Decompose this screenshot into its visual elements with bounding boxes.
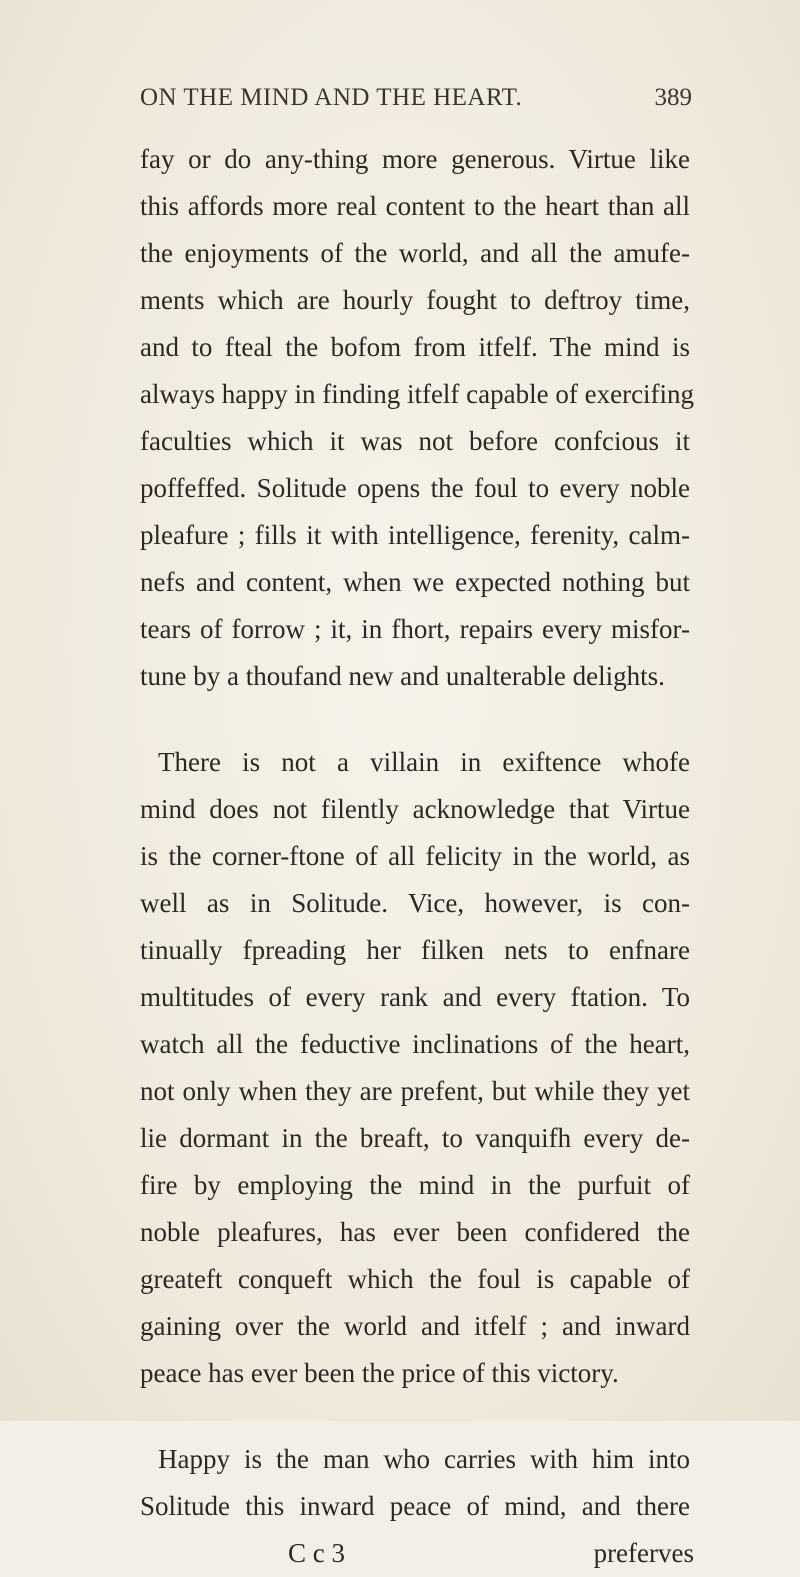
text-line: always happy in finding itfelf capable of exercifing	[140, 379, 695, 409]
text-line: is the corner-ftone of all felicity in the world, as	[140, 841, 690, 871]
text-line: watch all the feductive inclinations of the heart,	[140, 1029, 690, 1059]
catchword: preferves	[593, 1538, 694, 1568]
text-line: ments which are hourly fought to deftroy time,	[140, 285, 690, 315]
text-line: peace has ever been the price of this victory.	[140, 1358, 619, 1388]
text-line: this affords more real content to the heart than all	[140, 191, 690, 221]
paragraph-gap	[140, 700, 690, 739]
paragraph-2	[140, 739, 690, 1397]
paragraph-gap	[140, 1397, 690, 1436]
text-line: Solitude this inward peace of mind, and there	[140, 1491, 690, 1521]
text-line: Happy is the man who carries with him into	[158, 1444, 690, 1474]
text-line: noble pleafures, has ever been confidered the	[140, 1217, 690, 1247]
paragraph-1	[140, 136, 695, 700]
text-line: not only when they are prefent, but while they yet	[140, 1076, 690, 1106]
page-number: 389	[654, 84, 692, 111]
text-line: poffeffed. Solitude opens the foul to every noble	[140, 473, 690, 503]
body-text	[140, 136, 695, 1577]
text-line: well as in Solitude. Vice, however, is con-	[140, 888, 690, 918]
text-line: the enjoyments of the world, and all the amufe-	[140, 238, 690, 268]
text-line: tears of forrow ; it, in fhort, repairs every misfor-	[140, 614, 690, 644]
text-line: There is not a villain in exiftence whofe	[158, 747, 690, 777]
text-line: lie dormant in the breaft, to vanquifh every de-	[140, 1123, 690, 1153]
text-line: mind does not filently acknowledge that Virtue	[140, 794, 690, 824]
text-line: gaining over the world and itfelf ; and inward	[140, 1311, 690, 1341]
text-line: fire by employing the mind in the purfuit of	[140, 1170, 690, 1200]
text-line: pleafure ; fills it with intelligence, ferenity, calm-	[140, 520, 690, 550]
text-line: fay or do any-thing more generous. Virtue like	[140, 144, 690, 174]
text-line: tune by a thoufand new and unalterable delights.	[140, 661, 665, 691]
text-line: and to fteal the bofom from itfelf. The mind is	[140, 332, 690, 362]
running-title: ON THE MIND AND THE HEART.	[140, 84, 523, 111]
text-line: tinually fpreading her filken nets to enfnare	[140, 935, 690, 965]
text-line: nefs and content, when we expected nothing but	[140, 567, 690, 597]
page-header	[128, 84, 692, 124]
paragraph-3	[140, 1436, 690, 1530]
signature-mark: C c 3	[288, 1538, 345, 1568]
text-line: greateft conqueft which the foul is capable of	[140, 1264, 690, 1294]
text-line: multitudes of every rank and every ftation. To	[140, 982, 690, 1012]
page-footer	[140, 1530, 694, 1577]
text-line: faculties which it was not before confcious it	[140, 426, 690, 456]
